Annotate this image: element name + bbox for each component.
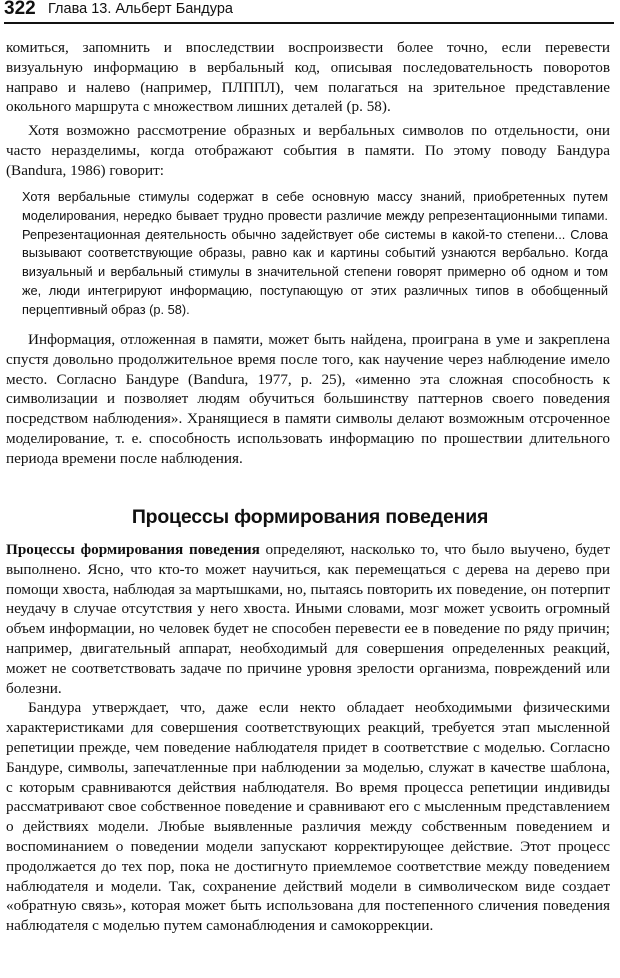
paragraph-rehearsal: Бандура утверждает, что, даже если некто обладает необходимыми физическими характеристиками для совершения соответствующих реакций, требуется этап мысленной репетиции прежде, чем поведение наблюдателя придет в соответствие с моделью. Согласно Бандуре, символы, запечатленные при наблюдении за моделью, служат в качестве шаблона, с которым сравниваются действия наблюдателя. Во время процесса репетиции индивиды рассматривают свое собственное поведение и сравнивают его с мысленным представлением о действиях модели. Любые выявленные различия между собственным поведением и воспоминанием о поведении модели запускают корректирующее действие. Этот процесс продолжается до тех пор, пока не достигнуто приемлемое соответствие между поведением наблюдателя и модели. Так, сохранение действий модели в символическом виде создает «обратную связь», которая может быть использована для постепенного сличения поведения наблюдателя с моделью путем самонаблюдения и самокоррекции.	[6, 699, 610, 935]
text-block-mid	[6, 330, 610, 469]
term-bold: Процессы формирования поведения	[6, 541, 260, 558]
page-number: 322	[4, 0, 36, 19]
quote-text: Хотя вербальные стимулы содержат в себе основную массу знаний, приобретенных путем моделирования, нередко бывает трудно провести различие между репрезентационными типами. Репрезентационная деятельность обычно задействует обе системы в какой-то степени... Слова вызывают соответствующие образы, равно как и картины событий узнаются вербально. Когда визуальный и вербальный стимулы в значительной степени говорят примерно об одном и том же, люди интегрируют информацию, поступающую от этих различных типов в обобщенный перцептивный образ (р. 58).	[22, 189, 608, 317]
paragraph-continuation: комиться, запомнить и впоследствии воспроизвести более точно, если перевести визуальную информацию в вербальный код, описывая последовательность поворотов направо и налево (например, ПЛППЛ), чем полагаться на зрительное представление окольного маршрута с множеством лишних деталей (р. 58).	[6, 39, 610, 116]
section-heading: Процессы формирования поведения	[131, 506, 489, 528]
text-block-section	[6, 540, 610, 936]
paragraph-symbols: Хотя возможно рассмотрение образных и вербальных символов по отдельности, они часто неразделимы, когда отображают события в памяти. По этому поводу Бандура (Bandura, 1986) говорит:	[6, 122, 610, 179]
paragraph-memory: Информация, отложенная в памяти, может быть найдена, проиграна в уме и закреплена спустя довольно продолжительное время после того, как научение через наблюдение имело место. Согласно Бандуре (Bandura, 1977, р. 25), «именно эта сложная способность к символизации и позволяет людям обучиться большинству паттернов своего поведения посредством наблюдения». Хранящиеся в памяти символы делают возможным отсроченное моделирование, т. е. способность использовать информацию по прошествии длительного периода времени после наблюдения.	[6, 331, 610, 467]
paragraph-behavior-processes-rest: определяют, насколько то, что было выучено, будет выполнено. Ясно, что кто-то может научиться, как перемещаться с дерева на дерево при помощи хвоста, наблюдая за мартышками, но, пытаясь повторить их поведение, он потерпит неудачу в случае отсутствия у него хвоста. Иными словами, мозг может усвоить огромный объем информации, но человек будет не способен перевести ее в поведение по ряду причин; например, двигательный аппарат, необходимый для совершения определенных реакций, может не соответствовать задаче по причине уровня зрелости организма, повреждений или болезни.	[6, 541, 610, 697]
paragraph-behavior-processes	[6, 540, 610, 698]
page-header	[4, 0, 614, 24]
text-block-top	[6, 38, 610, 181]
chapter-title: Глава 13. Альберт Бандура	[48, 1, 233, 17]
block-quote	[22, 188, 608, 320]
